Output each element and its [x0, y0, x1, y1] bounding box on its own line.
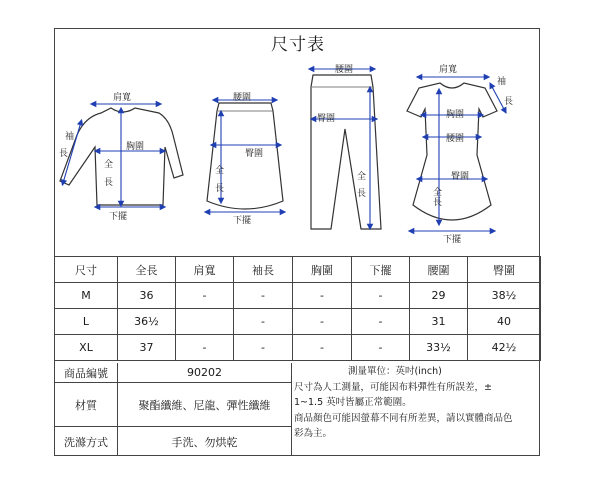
diagram-pants — [311, 64, 381, 229]
skirt-hem-label: 下擺 — [233, 216, 252, 226]
header-cell: 下擺 — [352, 257, 410, 283]
pants-length-label-2: 長 — [357, 189, 367, 199]
table-cell: 36 — [118, 283, 176, 309]
table-cell: - — [293, 283, 352, 309]
table-cell: M — [55, 283, 118, 309]
table-cell: 36½ — [118, 309, 176, 335]
dress-waist-label: 腰圍 — [446, 134, 465, 144]
product-info — [54, 363, 540, 456]
table-row — [55, 309, 541, 335]
header-cell: 胸圍 — [293, 257, 352, 283]
dress-hem-label: 下擺 — [443, 235, 462, 245]
material-value: 聚酯纖維、尼龍、彈性纖維 — [118, 383, 292, 427]
pants-length-label-1: 全 — [357, 172, 367, 182]
table-cell: 42½ — [468, 335, 541, 361]
table-cell: - — [176, 283, 234, 309]
unit-note: 測量單位：英吋(inch) — [348, 366, 442, 377]
table-cell: - — [234, 335, 293, 361]
table-cell: - — [234, 283, 293, 309]
skirt-length-label-1: 全 — [215, 166, 225, 176]
table-cell: - — [293, 335, 352, 361]
table-cell: 33½ — [410, 335, 468, 361]
top-chest-label: 胸圍 — [126, 142, 145, 152]
table-cell — [176, 309, 234, 335]
note-line: 商品顏色可能因螢幕不同有所差異，請以實體商品色 — [294, 412, 513, 424]
dress-outline — [407, 83, 497, 220]
table-row — [55, 283, 541, 309]
header-cell: 臀圍 — [468, 257, 541, 283]
dress-sleeve-label-2: 長 — [504, 97, 514, 107]
top-shoulder-label: 肩寬 — [113, 93, 132, 103]
note-line: 1~1.5 英吋皆屬正常範圍。 — [294, 397, 412, 408]
dress-sleeve-label-1: 袖 — [497, 77, 507, 87]
table-cell: - — [293, 309, 352, 335]
table-cell: 29 — [410, 283, 468, 309]
diagram-top — [59, 91, 183, 222]
header-cell: 袖長 — [234, 257, 293, 283]
dress-shoulder-label: 肩寬 — [439, 65, 458, 75]
top-length-label-1: 全 — [104, 160, 114, 170]
table-cell: - — [176, 335, 234, 361]
table-cell: - — [352, 335, 410, 361]
top-hem-label: 下擺 — [109, 212, 128, 222]
dress-sleeve-arrow — [491, 85, 505, 111]
diagram-dress — [407, 63, 513, 245]
size-table-header — [55, 257, 541, 283]
note-line: 彩為主。 — [294, 428, 333, 439]
wash-value: 手洗、勿烘乾 — [118, 427, 292, 456]
product-code-label: 商品編號 — [55, 363, 118, 383]
skirt-hip-label: 臀圍 — [245, 149, 264, 159]
table-row — [55, 335, 541, 361]
table-cell: L — [55, 309, 118, 335]
pants-hip-label: 臀圍 — [317, 114, 336, 124]
table-cell: 37 — [118, 335, 176, 361]
diagram-svg — [55, 55, 539, 256]
note-line: 尺寸為人工測量，可能因布料彈性有所誤差，± — [294, 381, 492, 393]
product-code-value: 90202 — [118, 363, 292, 383]
table-cell: 38½ — [468, 283, 541, 309]
size-table — [54, 256, 541, 361]
table-cell: - — [352, 309, 410, 335]
page-title: 尺寸表 — [271, 35, 325, 55]
skirt-length-label-2: 長 — [215, 184, 225, 194]
header-cell: 腰圍 — [410, 257, 468, 283]
table-cell: 40 — [468, 309, 541, 335]
top-sleeve-label-2: 長 — [59, 149, 69, 159]
top-sleeve-label-1: 袖 — [65, 132, 75, 142]
header-cell: 尺寸 — [55, 257, 118, 283]
dress-chest-label: 胸圍 — [446, 110, 465, 120]
dress-length-label-1: 全 — [433, 188, 443, 198]
wash-label: 洗滌方式 — [55, 427, 118, 456]
top-length-label-2: 長 — [104, 178, 114, 188]
pants-waist-label: 腰圍 — [335, 65, 354, 75]
table-cell: XL — [55, 335, 118, 361]
notes — [292, 363, 541, 456]
header-cell: 全長 — [118, 257, 176, 283]
dress-length-label-2: 長 — [433, 198, 443, 208]
table-cell: - — [352, 283, 410, 309]
table-cell: 31 — [410, 309, 468, 335]
table-cell: - — [234, 309, 293, 335]
skirt-waist-label: 腰圍 — [233, 93, 252, 103]
header-cell: 肩寬 — [176, 257, 234, 283]
material-label: 材質 — [55, 383, 118, 427]
diagram-skirt — [207, 92, 283, 226]
measurement-diagrams — [55, 55, 539, 256]
dress-hip-label: 臀圍 — [451, 172, 470, 182]
